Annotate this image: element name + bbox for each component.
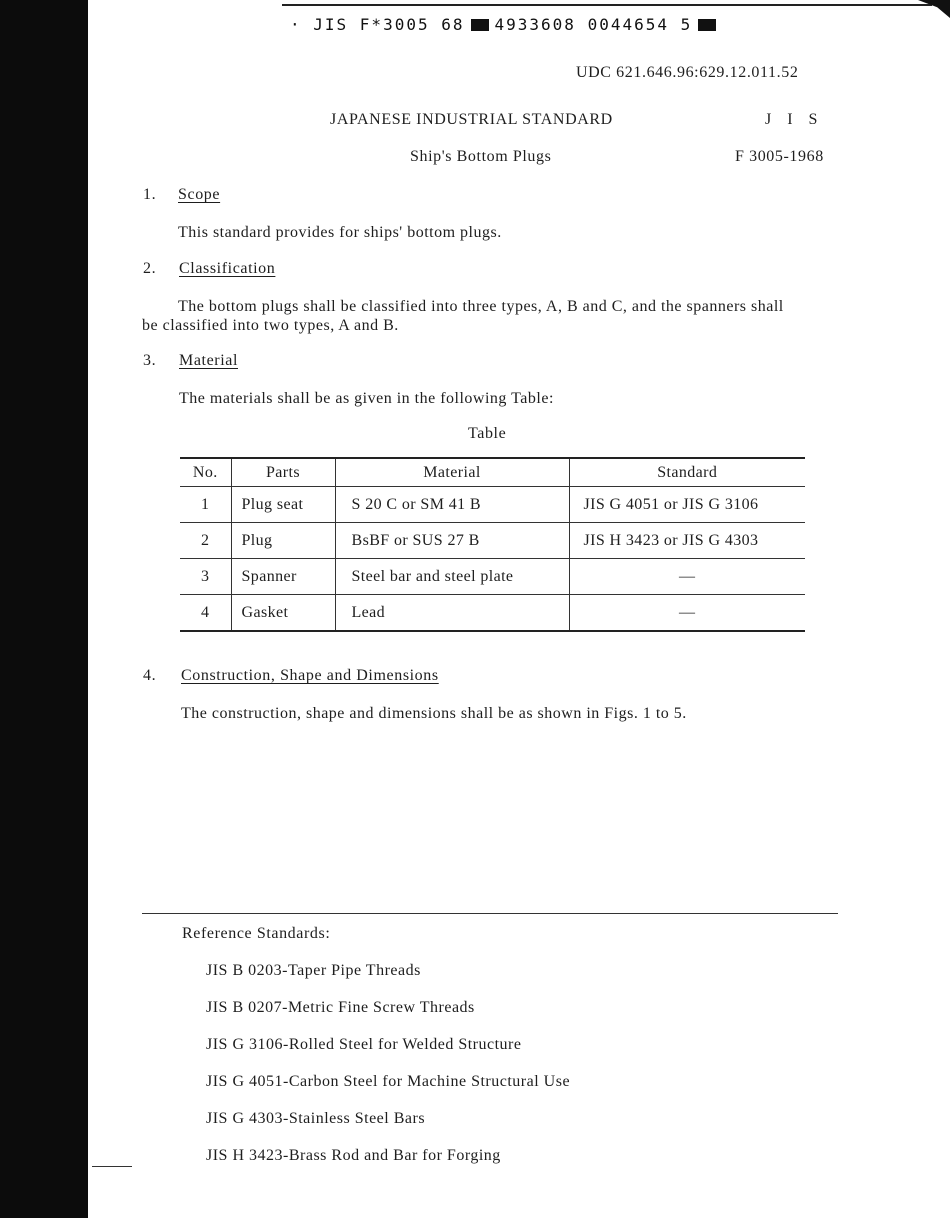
table-cell-no: 2 — [180, 523, 231, 559]
jis-mark: J I S — [765, 111, 824, 128]
table-header-no: No. — [180, 458, 231, 487]
document-title: Ship's Bottom Plugs — [410, 148, 552, 165]
block-mark-icon — [471, 19, 489, 31]
table-cell-no: 4 — [180, 595, 231, 632]
section-number: 2. — [143, 260, 157, 277]
section-title: Construction, Shape and Dimensions — [181, 667, 439, 684]
table-cell-material: Steel bar and steel plate — [335, 559, 569, 595]
table-cell-part: Gasket — [231, 595, 335, 632]
reference-item: JIS B 0203-Taper Pipe Threads — [206, 962, 421, 979]
header-code — [290, 15, 722, 34]
table-header-parts: Parts — [231, 458, 335, 487]
reference-divider — [142, 913, 838, 914]
udc-number: UDC 621.646.96:629.12.011.52 — [576, 64, 799, 81]
reference-item: JIS H 3423-Brass Rod and Bar for Forging — [206, 1147, 501, 1164]
table-cell-part: Plug — [231, 523, 335, 559]
table-row — [180, 559, 805, 595]
section-title: Classification — [179, 260, 276, 277]
section-title: Scope — [178, 186, 221, 203]
document-number: F 3005-1968 — [735, 148, 824, 165]
standard-title: JAPANESE INDUSTRIAL STANDARD — [330, 111, 613, 128]
table-cell-standard: JIS H 3423 or JIS G 4303 — [569, 523, 805, 559]
materials-table — [180, 457, 805, 632]
header-code-left: · JIS F*3005 68 — [290, 15, 465, 34]
reference-heading: Reference Standards: — [182, 925, 331, 942]
section-number: 4. — [143, 667, 157, 684]
table-row — [180, 523, 805, 559]
table-caption: Table — [468, 425, 507, 442]
section-number: 1. — [143, 186, 157, 203]
table-row — [180, 487, 805, 523]
table-cell-material: BsBF or SUS 27 B — [335, 523, 569, 559]
section-body: The construction, shape and dimensions shall be as shown in Figs. 1 to 5. — [181, 705, 687, 722]
table-cell-no: 3 — [180, 559, 231, 595]
table-header-material: Material — [335, 458, 569, 487]
table-cell-material: Lead — [335, 595, 569, 632]
top-rule — [282, 4, 932, 6]
table-cell-standard: — — [569, 595, 805, 632]
reference-item: JIS G 3106-Rolled Steel for Welded Structure — [206, 1036, 522, 1053]
table-header-row — [180, 458, 805, 487]
table-cell-no: 1 — [180, 487, 231, 523]
reference-list — [206, 962, 570, 1184]
section-number: 3. — [143, 352, 157, 369]
section-body: The materials shall be as given in the following Table: — [179, 390, 554, 407]
block-mark-icon — [698, 19, 716, 31]
table-cell-standard: JIS G 4051 or JIS G 3106 — [569, 487, 805, 523]
section-body: This standard provides for ships' bottom plugs. — [178, 224, 502, 241]
table-cell-material: S 20 C or SM 41 B — [335, 487, 569, 523]
reference-item: JIS B 0207-Metric Fine Screw Threads — [206, 999, 475, 1016]
scan-black-edge — [0, 0, 88, 1218]
scan-mark — [92, 1166, 132, 1167]
table-row — [180, 595, 805, 632]
table-cell-part: Plug seat — [231, 487, 335, 523]
table-cell-standard: — — [569, 559, 805, 595]
section-body: The bottom plugs shall be classified into three types, A, B and C, and the spanners shall be classified into two types, A and B. — [142, 298, 784, 334]
header-code-right: 4933608 0044654 5 — [494, 15, 693, 34]
reference-item: JIS G 4303-Stainless Steel Bars — [206, 1110, 426, 1127]
reference-item: JIS G 4051-Carbon Steel for Machine Structural Use — [206, 1073, 571, 1090]
table-cell-part: Spanner — [231, 559, 335, 595]
corner-mark — [918, 0, 950, 18]
section-title: Material — [179, 352, 238, 369]
table-header-standard: Standard — [569, 458, 805, 487]
